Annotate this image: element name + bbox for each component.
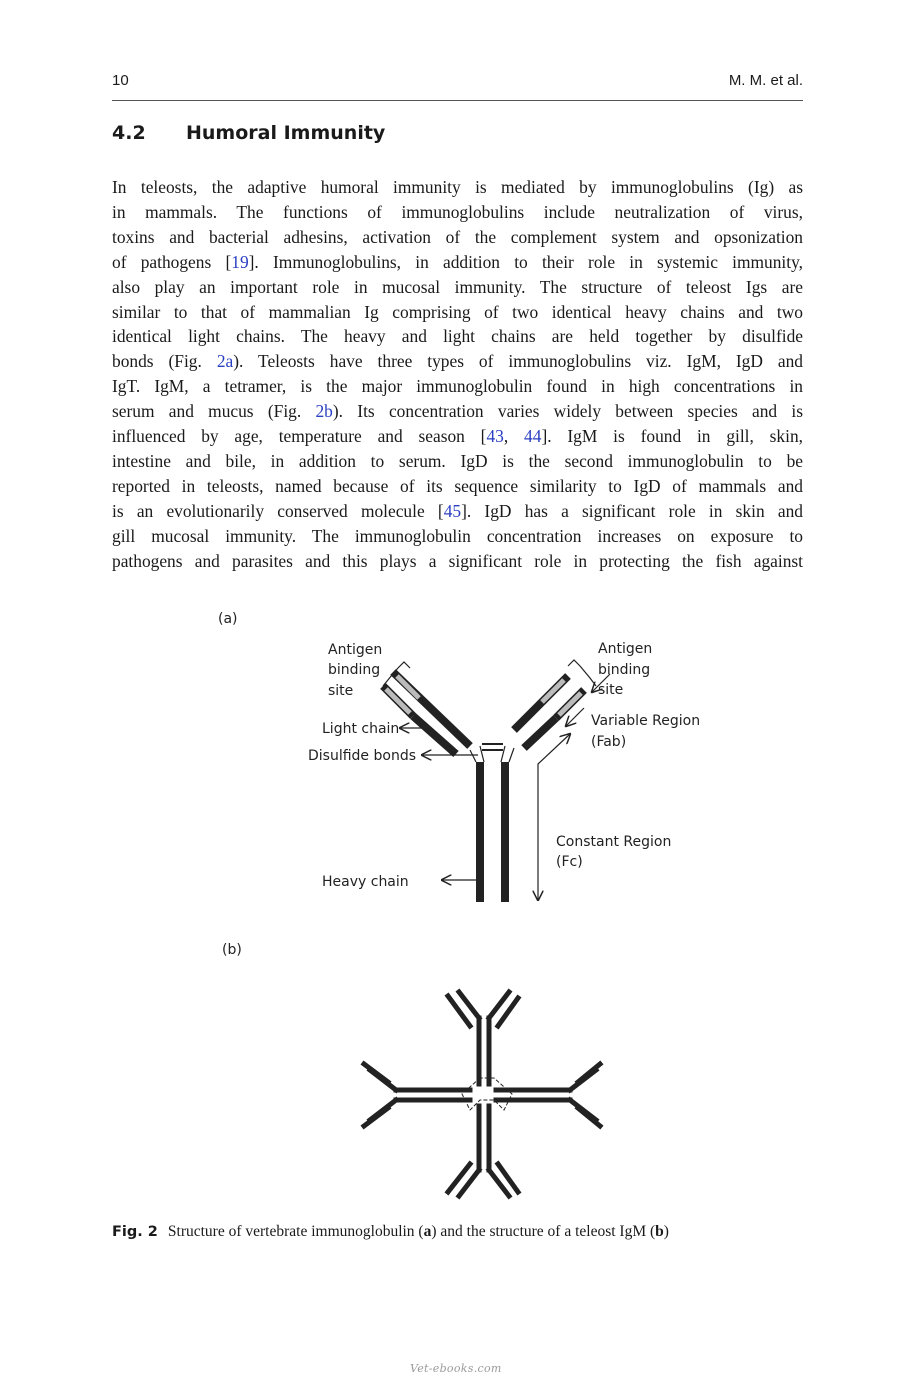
variable-region-line1: Variable Region (591, 713, 701, 729)
antigen-brace-right (568, 660, 596, 686)
reference-link[interactable]: 44 (524, 426, 542, 447)
caption-panel-ref: b (655, 1223, 664, 1240)
paragraph-line: pathogens and parasites and this plays a significant role in protecting the fish against (112, 550, 803, 571)
reference-link[interactable]: 2b (315, 401, 333, 422)
right-arm-light-variable-light (559, 693, 581, 715)
right-arm-heavy-variable-light (542, 680, 564, 702)
heavy-chain-left (476, 762, 484, 902)
paragraph-line: bonds (Fig. 2a). Teleosts have three types of immunoglobulins viz. IgM, IgD and (112, 351, 803, 372)
section-title: Humoral Immunity (186, 122, 386, 144)
paragraph-line: influenced by age, temperature and season [43, 44]. IgM is found in gill, skin, (112, 426, 804, 447)
watermark: Vet-ebooks.com (410, 1362, 502, 1375)
caption-panel-ref: a (423, 1223, 432, 1240)
panel-b-label: (b) (222, 942, 242, 958)
panel-a-label: (a) (218, 611, 238, 627)
reference-link[interactable]: 19 (231, 251, 249, 272)
paragraph-line: toxins and bacterial adhesins, activation of the complement system and opsonization (112, 226, 803, 247)
page-header (112, 70, 803, 101)
disulfide-label: Disulfide bonds (308, 748, 417, 764)
paragraph-line: identical light chains. The heavy and light chains are held together by disulfide (112, 326, 803, 347)
hinge-right (501, 746, 514, 762)
immunoglobulin-diagram (0, 600, 916, 1210)
igm-tetramer (364, 992, 600, 1196)
antigen-left-line3: site (328, 683, 354, 699)
constant-region-line1: Constant Region (556, 834, 672, 850)
paragraph-line: in mammals. The functions of immunoglobulins include neutralization of virus, (112, 201, 803, 222)
hinge-left (470, 746, 484, 762)
right-arm-light-constant (524, 718, 556, 748)
paragraph-line: is an evolutionarily conserved molecule [45]. IgD has a significant role in skin and (112, 500, 803, 521)
running-head: M. M. et al. (728, 72, 803, 89)
variable-region-line2: (Fab) (591, 734, 627, 750)
left-arm-light-variable-light (386, 689, 410, 713)
figure-2 (0, 600, 916, 1210)
caption-label: Fig. 2 (112, 1224, 158, 1240)
reference-link[interactable]: 43 (486, 426, 504, 447)
antigen-right-line2: binding (598, 662, 651, 678)
paragraph-line: gill mucosal immunity. The immunoglobulin concentration increases on exposure to (112, 525, 803, 546)
paragraph-line: In teleosts, the adaptive humoral immunity is mediated by immunoglobulins (Ig) as (112, 177, 803, 197)
light-chain-label: Light chain (322, 721, 400, 737)
antigen-left-line1: Antigen (328, 642, 383, 658)
antigen-right-line1: Antigen (598, 641, 653, 657)
paragraph-line: reported in teleosts, named because of its sequence similarity to IgD of mammals and (112, 475, 803, 496)
page-number: 10 (112, 72, 129, 89)
figure-caption: Fig. 2 Structure of vertebrate immunoglobulin (a) and the structure of a teleost IgM (b) (112, 1223, 669, 1240)
body-paragraph (112, 175, 803, 574)
section-heading (112, 122, 385, 144)
antigen-left-line2: binding (328, 662, 381, 678)
paragraph-line: of pathogens [19]. Immunoglobulins, in addition to their role in systemic immunity, (112, 251, 803, 272)
heavy-chain-label: Heavy chain (322, 874, 409, 890)
reference-link[interactable]: 45 (443, 500, 462, 521)
heavy-chain-right (501, 762, 509, 902)
reference-link[interactable]: 2a (216, 351, 234, 372)
paragraph-line: serum and mucus (Fig. 2b). Its concentration varies widely between species and is (112, 401, 804, 422)
section-number: 4.2 (112, 122, 146, 144)
paragraph-line: also play an important role in mucosal immunity. The structure of teleost Igs are (112, 276, 803, 297)
paragraph-line: similar to that of mammalian Ig comprising of two identical heavy chains and two (112, 301, 803, 322)
constant-region-line2: (Fc) (556, 854, 583, 870)
constant-arrow (538, 734, 570, 900)
antigen-right-line3: site (598, 682, 624, 698)
left-arm-heavy-variable-light (397, 676, 419, 698)
paragraph-line: intestine and bile, in addition to serum. IgD is the second immunoglobulin to be (112, 450, 803, 471)
paragraph-line: IgT. IgM, a tetramer, is the major immunoglobulin found in high concentrations in (112, 376, 803, 397)
